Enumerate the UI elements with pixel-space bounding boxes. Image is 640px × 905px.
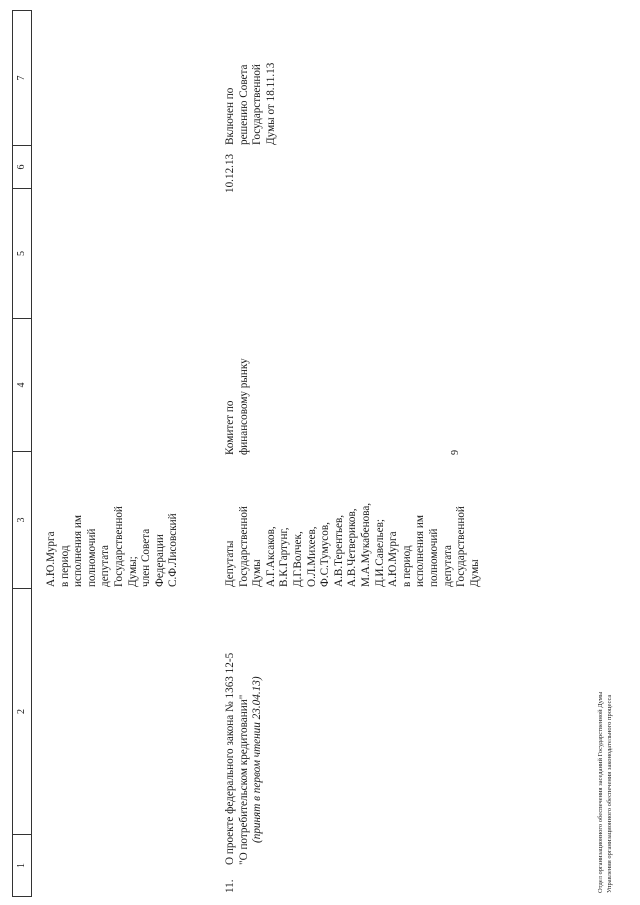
author-line: А.В.Терентьев, xyxy=(332,514,345,587)
author-line: Государственной xyxy=(237,506,250,587)
author-line: депутата xyxy=(441,545,454,587)
row-11-number: 11. xyxy=(224,879,236,893)
author-line: Д.И.Савельев; xyxy=(373,519,386,587)
footer-line: Отдел организационного обеспечения заседаний Государственной Думы xyxy=(597,691,604,893)
column-header-5: 5 xyxy=(13,188,31,318)
page-number: 9 xyxy=(450,450,461,455)
author-line: депутата xyxy=(99,545,112,587)
author-line: Д.Г.Волчек, xyxy=(291,531,304,587)
row-11-date: 10.12.13 xyxy=(224,153,236,193)
author-line: Думы; xyxy=(126,556,139,587)
column-header-4: 4 xyxy=(13,318,31,451)
column-header-3: 3 xyxy=(13,451,31,588)
author-line: исполнения им xyxy=(414,515,427,587)
author-line: А.Ю.Мурга xyxy=(45,531,57,587)
row-11-note xyxy=(224,63,278,145)
author-line: А.Г.Аксаков, xyxy=(264,526,277,587)
committee-line: финансовому рынку xyxy=(237,358,250,455)
bill-title-line: "О потребительском кредитовании" xyxy=(237,694,250,865)
row-11-authors xyxy=(224,503,482,587)
author-line: С.Ф.Лисовский xyxy=(167,513,180,587)
author-line: Ф.С.Тумусов, xyxy=(319,522,332,587)
author-line: исполнения им xyxy=(72,515,85,587)
author-line: Депутаты xyxy=(224,540,236,587)
author-line: А.Ю.Мурга xyxy=(387,531,400,587)
footer-line: Управления организационного обеспечения законодательного процесса xyxy=(605,694,613,893)
author-line: член Совета xyxy=(140,528,153,587)
column-header-6: 6 xyxy=(13,145,31,188)
table-header-row xyxy=(12,10,32,897)
author-line: М.А.Мукабенова, xyxy=(359,502,372,587)
note-line: решению Совета xyxy=(237,64,250,145)
footer xyxy=(597,692,614,893)
row-11-title xyxy=(224,653,265,865)
author-line: О.Л.Михеев, xyxy=(305,526,318,587)
author-line: Государственной xyxy=(112,506,125,587)
bill-reading-note: (принят в первом чтении 23.04.13) xyxy=(251,676,264,843)
author-line: А.В.Четвериков, xyxy=(346,508,359,587)
committee-line: Комитет по xyxy=(224,400,236,455)
column-header-7: 7 xyxy=(16,75,27,81)
author-line: полномочий xyxy=(85,528,98,587)
note-line: Государственной xyxy=(251,64,264,145)
row-11-committee xyxy=(224,358,251,455)
author-line: в период xyxy=(400,545,413,587)
prev-row-authors xyxy=(45,506,181,587)
author-line: в период xyxy=(58,545,71,587)
note-line: Думы от 18.11.13 xyxy=(264,62,277,145)
column-header-2: 2 xyxy=(13,588,31,834)
author-line: полномочий xyxy=(427,528,440,587)
author-line: Думы xyxy=(468,559,481,587)
bill-title-line: О проекте федерального закона № 1363 12-5 xyxy=(224,652,236,865)
column-header-1: 1 xyxy=(13,834,31,896)
note-line: Включен по xyxy=(224,87,236,145)
author-line: Государственной xyxy=(455,506,468,587)
author-line: Федерации xyxy=(153,534,166,587)
author-line: Думы xyxy=(251,559,264,587)
author-line: В.К.Гартунг, xyxy=(278,527,291,587)
